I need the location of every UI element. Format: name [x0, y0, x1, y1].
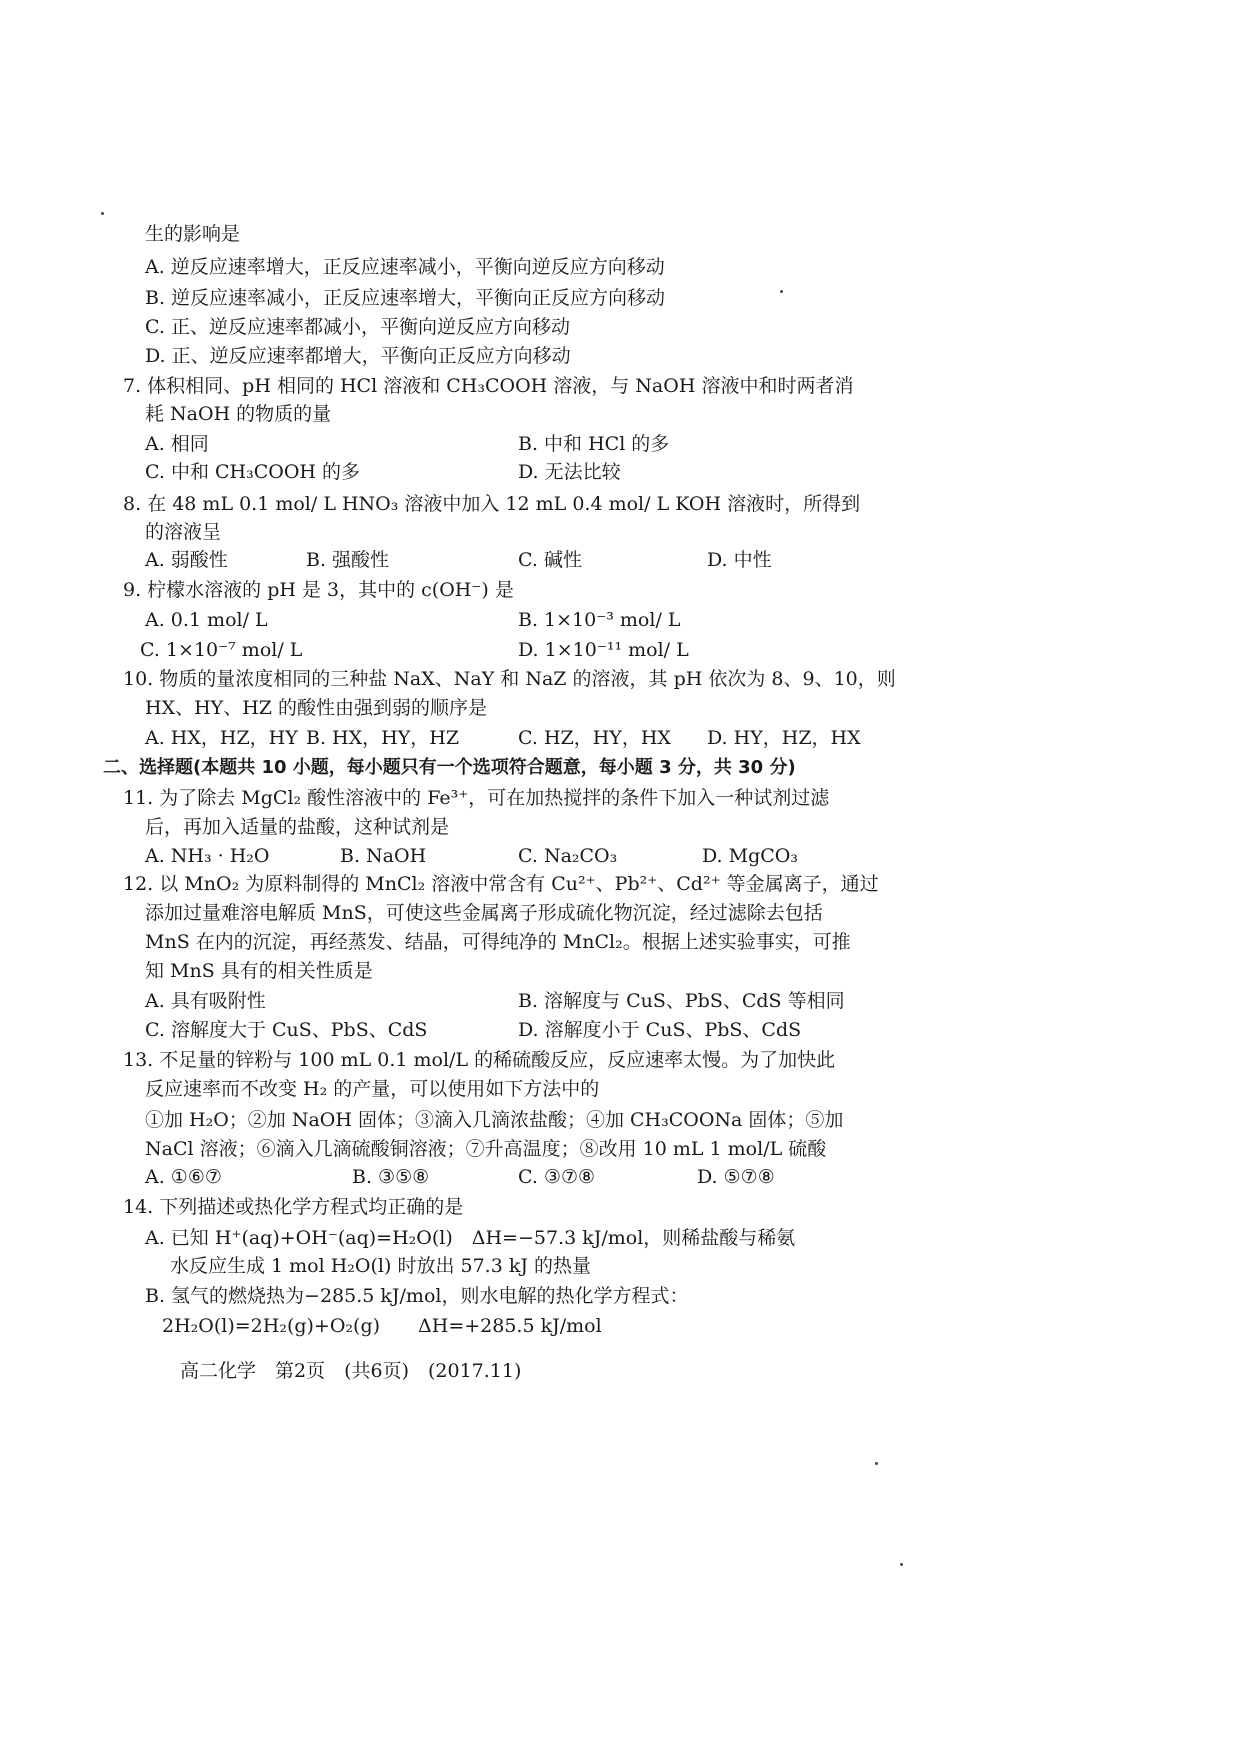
- q6-option-b: B. 逆反应速率减小，正反应速率增大，平衡向正反应方向移动: [145, 287, 666, 309]
- q14-option-a-line2: 水反应生成 1 mol H₂O(l) 时放出 57.3 kJ 的热量: [170, 1255, 591, 1277]
- page-footer: 高二化学 第2页 (共6页) (2017.11): [180, 1360, 522, 1382]
- q11-option-c: C. Na₂CO₃: [518, 845, 618, 867]
- q13-stem-line3: ①加 H₂O；②加 NaOH 固体；③滴入几滴浓盐酸；④加 CH₃COONa 固体；⑤加: [145, 1109, 844, 1131]
- q8-stem-line1: 8. 在 48 mL 0.1 mol/ L HNO₃ 溶液中加入 12 mL 0.4 mol/ L KOH 溶液时，所得到: [123, 493, 861, 515]
- q12-option-a: A. 具有吸附性: [145, 990, 266, 1012]
- q6-stem-tail: 生的影响是: [145, 223, 241, 245]
- q14-option-b-line1: B. 氢气的燃烧热为−285.5 kJ/mol，则水电解的热化学方程式：: [145, 1285, 689, 1307]
- q9-option-c: C. 1×10⁻⁷ mol/ L: [140, 639, 303, 661]
- q9-stem: 9. 柠檬水溶液的 pH 是 3，其中的 c(OH⁻) 是: [123, 579, 514, 601]
- q10-option-d: D. HY，HZ，HX: [707, 727, 861, 749]
- q13-stem-line4: NaCl 溶液；⑥滴入几滴硫酸铜溶液；⑦升高温度；⑧改用 10 mL 1 mol/L 硫酸: [145, 1138, 827, 1160]
- q7-stem-line2: 耗 NaOH 的物质的量: [145, 403, 332, 425]
- q10-option-c: C. HZ，HY，HX: [518, 727, 671, 749]
- q14-stem: 14. 下列描述或热化学方程式均正确的是: [123, 1196, 464, 1218]
- q7-stem-line1: 7. 体积相同、pH 相同的 HCl 溶液和 CH₃COOH 溶液，与 NaOH 溶液中和时两者消: [123, 375, 854, 397]
- scan-speck: [900, 1563, 903, 1566]
- q6-option-d: D. 正、逆反应速率都增大，平衡向正反应方向移动: [145, 345, 571, 367]
- q14-option-b-line2: 2H₂O(l)=2H₂(g)+O₂(g) ΔH=+285.5 kJ/mol: [162, 1315, 602, 1337]
- q10-option-b: B. HX，HY，HZ: [306, 727, 460, 749]
- q10-option-a: A. HX，HZ，HY: [145, 727, 298, 749]
- q12-stem-line3: MnS 在内的沉淀，再经蒸发、结晶，可得纯净的 MnCl₂。根据上述实验事实，可推: [145, 931, 851, 953]
- q11-stem-line2: 后，再加入适量的盐酸，这种试剂是: [145, 816, 450, 838]
- q8-stem-line2: 的溶液呈: [145, 521, 222, 543]
- q11-option-b: B. NaOH: [340, 845, 427, 867]
- q13-option-b: B. ③⑤⑧: [352, 1166, 430, 1188]
- q12-stem-line1: 12. 以 MnO₂ 为原料制得的 MnCl₂ 溶液中常含有 Cu²⁺、Pb²⁺、Cd²⁺ 等金属离子，通过: [123, 873, 879, 895]
- q10-stem-line1: 10. 物质的量浓度相同的三种盐 NaX、NaY 和 NaZ 的溶液，其 pH 依次为 8、9、10，则: [123, 668, 896, 690]
- q6-option-a: A. 逆反应速率增大，正反应速率减小，平衡向逆反应方向移动: [145, 256, 665, 278]
- q11-option-d: D. MgCO₃: [702, 845, 798, 867]
- q12-stem-line2: 添加过量难溶电解质 MnS，可使这些金属离子形成硫化物沉淀，经过滤除去包括: [145, 902, 823, 924]
- q7-option-d: D. 无法比较: [518, 461, 621, 483]
- q12-option-c: C. 溶解度大于 CuS、PbS、CdS: [145, 1019, 428, 1041]
- q7-option-c: C. 中和 CH₃COOH 的多: [145, 461, 361, 483]
- q9-option-d: D. 1×10⁻¹¹ mol/ L: [518, 639, 689, 661]
- q11-stem-line1: 11. 为了除去 MgCl₂ 酸性溶液中的 Fe³⁺，可在加热搅拌的条件下加入一种试剂过滤: [123, 787, 830, 809]
- q13-stem-line2: 反应速率而不改变 H₂ 的产量，可以使用如下方法中的: [145, 1078, 600, 1100]
- q11-option-a: A. NH₃ · H₂O: [145, 845, 270, 867]
- scan-speck: [780, 290, 783, 293]
- q8-option-b: B. 强酸性: [306, 549, 390, 571]
- q7-option-a: A. 相同: [145, 433, 209, 455]
- q6-option-c: C. 正、逆反应速率都减小，平衡向逆反应方向移动: [145, 316, 570, 338]
- q12-stem-line4: 知 MnS 具有的相关性质是: [145, 960, 373, 982]
- q8-option-d: D. 中性: [707, 549, 772, 571]
- q7-option-b: B. 中和 HCl 的多: [518, 433, 670, 455]
- q9-option-b: B. 1×10⁻³ mol/ L: [518, 609, 681, 631]
- q13-option-c: C. ③⑦⑧: [518, 1166, 596, 1188]
- q14-option-a-line1: A. 已知 H⁺(aq)+OH⁻(aq)=H₂O(l) ΔH=−57.3 kJ/mol，则稀盐酸与稀氨: [145, 1227, 796, 1249]
- q10-stem-line2: HX、HY、HZ 的酸性由强到弱的顺序是: [145, 697, 488, 719]
- q9-option-a: A. 0.1 mol/ L: [145, 609, 268, 631]
- q12-option-b: B. 溶解度与 CuS、PbS、CdS 等相同: [518, 990, 845, 1012]
- q13-option-d: D. ⑤⑦⑧: [697, 1166, 775, 1188]
- q13-option-a: A. ①⑥⑦: [145, 1166, 222, 1188]
- q12-option-d: D. 溶解度小于 CuS、PbS、CdS: [518, 1019, 802, 1041]
- scan-speck: [875, 1462, 878, 1465]
- q13-stem-line1: 13. 不足量的锌粉与 100 mL 0.1 mol/L 的稀硫酸反应，反应速率太慢。为了加快此: [123, 1049, 836, 1071]
- q8-option-c: C. 碱性: [518, 549, 582, 571]
- scan-speck: [101, 212, 104, 215]
- section-2-title: 二、选择题(本题共 10 小题，每小题只有一个选项符合题意，每小题 3 分，共 30 分): [103, 757, 796, 778]
- q8-option-a: A. 弱酸性: [145, 549, 228, 571]
